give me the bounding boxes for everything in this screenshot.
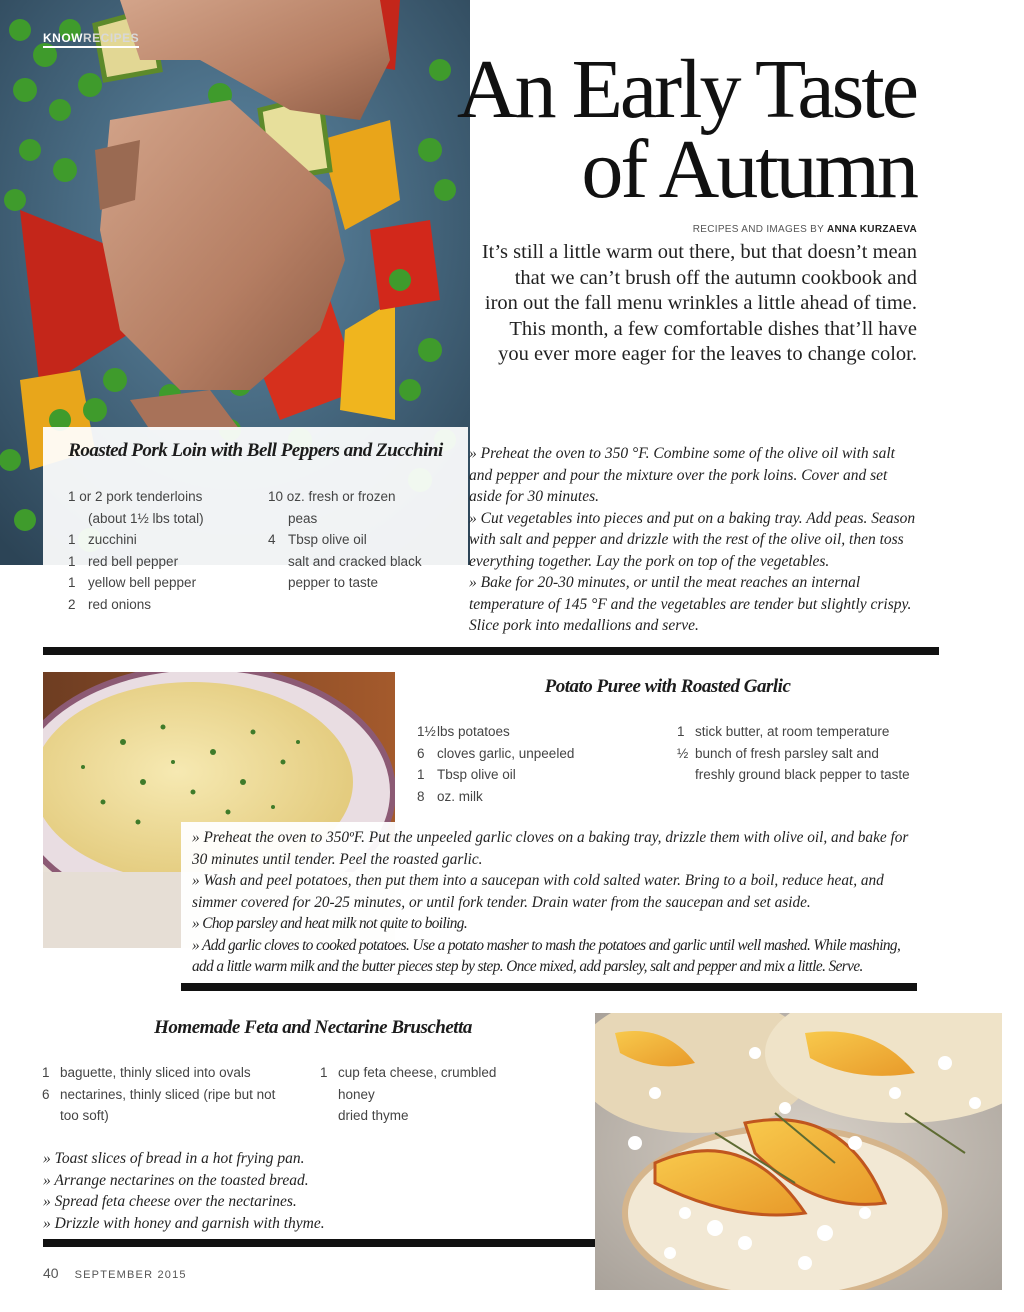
credit-prefix: RECIPES AND IMAGES BY [692, 224, 824, 235]
recipe-2-ingredients-col2 [677, 721, 927, 786]
recipe-step: » Wash and peel potatoes, then put them into a saucepan with cold salted water. Bring to a boil, reduce heat, and simmer covered for 20-25 minutes, or until fork tender. Drain water from the saucepan and set aside. [192, 872, 884, 911]
ingredient-row [417, 743, 657, 765]
recipe-step: » Preheat the oven to 350 °F. Combine some of the olive oil with salt and pepper and pour the mixture over the pork loins. Cover and set aside for 30 minutes. [469, 445, 895, 505]
ingredient-row [268, 529, 458, 551]
ingredient-item: dried thyme [338, 1108, 409, 1123]
recipe-1-steps [469, 443, 919, 637]
ingredient-row [268, 508, 458, 530]
recipe-2-title: Potato Puree with Roasted Garlic [544, 676, 791, 697]
ingredient-qty: 6 [417, 745, 425, 761]
ingredient-row [68, 594, 263, 616]
ingredient-row [68, 529, 263, 551]
ingredient-row [417, 786, 657, 808]
brand-prefix: KNOW [43, 31, 83, 45]
ingredient-row [268, 551, 458, 573]
ingredient-row [320, 1062, 520, 1084]
ingredient-row [268, 486, 458, 508]
ingredient-item: lbs potatoes [437, 724, 510, 739]
ingredient-qty: 8 [417, 788, 425, 804]
ingredient-item: yellow bell pepper [88, 575, 197, 590]
intro-paragraph: It’s still a little warm out there, but that doesn’t mean that we can’t brush off the autumn cookbook and iron out the fall menu wrinkles a little ahead of time. This month, a few comfortable dishes that’ll have you ever more eager for the leaves to change color. [481, 241, 917, 365]
ingredient-item: baguette, thinly sliced into ovals [60, 1065, 251, 1080]
ingredient-qty: ½ [677, 745, 689, 761]
section-brand [43, 31, 139, 48]
ingredient-row [417, 721, 657, 743]
recipe-step: » Chop parsley and heat milk not quite to boiling. [192, 915, 468, 932]
recipe-step: » Add garlic cloves to cooked potatoes. Use a potato masher to mash the potatoes and garlic until well mashed. While mashing, add a little warm milk and the butter pieces step by step. Once mixed, add parsley, salt and pepper and mix a little. Serve. [192, 936, 901, 975]
ingredient-qty: 2 [68, 596, 76, 612]
ingredient-item: too soft) [60, 1108, 109, 1123]
ingredient-item: freshly ground black pepper to taste [695, 767, 910, 782]
recipe-step: » Bake for 20-30 minutes, or until the meat reaches an internal temperature of 145 °F and the vegetables are tender but slightly crispy. Slice pork into medallions and serve. [469, 574, 912, 634]
divider [43, 647, 939, 655]
recipe-step: » Arrange nectarines on the toasted bread. [43, 1171, 309, 1189]
ingredient-row [677, 764, 927, 786]
recipe-3-ingredients-col1 [42, 1062, 312, 1127]
ingredient-item: Tbsp olive oil [288, 532, 367, 547]
ingredient-item: red bell pepper [88, 553, 179, 569]
ingredient-qty: 1 [68, 575, 76, 590]
ingredient-row [42, 1105, 312, 1127]
recipe-step: » Drizzle with honey and garnish with thyme. [43, 1214, 325, 1232]
brand-suffix: RECIPES [83, 31, 140, 45]
page-title [456, 43, 916, 216]
recipe-step: » Spread feta cheese over the nectarines. [43, 1193, 297, 1210]
ingredient-qty: 1 [68, 553, 76, 569]
title-line-2: of Autumn [581, 123, 916, 216]
ingredient-item: salt and cracked black [288, 553, 422, 569]
ingredient-item: oz. milk [437, 788, 483, 804]
ingredient-row [320, 1105, 520, 1127]
ingredient-item: cup feta cheese, crumbled [338, 1065, 497, 1080]
page-footer [43, 1265, 187, 1281]
ingredient-qty: 1 [417, 767, 425, 782]
ingredient-qty: 6 [42, 1086, 50, 1102]
ingredient-qty: 10 oz. fresh or frozen [268, 489, 396, 504]
recipe-1-title: Roasted Pork Loin with Bell Peppers and Zucchini [68, 440, 443, 461]
recipe-step: » Preheat the oven to 350ºF. Put the unpeeled garlic cloves on a baking tray, drizzle them with olive oil, and bake for 30 minutes until tender. Peel the roasted garlic. [192, 829, 909, 868]
title-line-1: An Early Taste [456, 43, 916, 136]
recipe-3-steps [43, 1148, 563, 1234]
ingredient-item: red onions [88, 596, 152, 612]
ingredient-row [677, 721, 927, 743]
ingredient-item: peas [288, 510, 318, 526]
recipe-step: » Toast slices of bread in a hot frying pan. [43, 1150, 305, 1167]
issue-date: SEPTEMBER 2015 [74, 1269, 187, 1281]
ingredient-item: nectarines, thinly sliced (ripe but not [60, 1086, 276, 1102]
ingredient-row [677, 743, 927, 765]
ingredient-qty: 4 [268, 532, 276, 547]
ingredient-qty: 1 [677, 724, 685, 739]
ingredient-item: Tbsp olive oil [437, 767, 516, 782]
ingredient-item: bunch of fresh parsley salt and [695, 745, 879, 761]
ingredient-item: stick butter, at room temperature [695, 724, 890, 739]
ingredient-item: pepper to taste [288, 575, 379, 590]
ingredient-item: honey [338, 1086, 375, 1102]
ingredient-row [268, 572, 458, 594]
recipe-2-steps [192, 827, 917, 978]
ingredient-row [68, 551, 263, 573]
ingredient-item: cloves garlic, unpeeled [437, 745, 575, 761]
ingredient-qty: 1 [42, 1065, 50, 1080]
ingredient-row [417, 764, 657, 786]
ingredient-row [42, 1084, 312, 1106]
ingredient-item: zucchini [88, 532, 137, 547]
ingredient-row [68, 572, 263, 594]
ingredient-row [68, 486, 263, 508]
recipe-step: » Cut vegetables into pieces and put on a baking tray. Add peas. Season with salt and pepper and drizzle with the rest of the olive oil, then toss everything together. Lay the pork on top of the vegetables. [469, 509, 916, 570]
recipe-3-title: Homemade Feta and Nectarine Bruschetta [154, 1017, 472, 1038]
bruschetta-photo [595, 1013, 1002, 1290]
credit-line [693, 224, 917, 235]
ingredient-qty: 1 or 2 pork tenderloins [68, 489, 203, 504]
recipe-1-ingredients-col1 [68, 486, 263, 615]
ingredient-row [68, 508, 263, 530]
divider [43, 1239, 598, 1247]
ingredient-row [320, 1084, 520, 1106]
recipe-1-ingredients-col2 [268, 486, 458, 594]
ingredient-item: (about 1½ lbs total) [88, 510, 204, 526]
ingredient-qty: 1½ [417, 724, 436, 739]
recipe-2-ingredients-col1 [417, 721, 657, 807]
page-number: 40 [43, 1265, 59, 1281]
ingredient-qty: 1 [320, 1065, 328, 1080]
divider [181, 983, 917, 991]
ingredient-row [42, 1062, 312, 1084]
ingredient-qty: 1 [68, 532, 76, 547]
recipe-3-ingredients-col2 [320, 1062, 520, 1127]
credit-name: ANNA KURZAEVA [826, 224, 917, 235]
